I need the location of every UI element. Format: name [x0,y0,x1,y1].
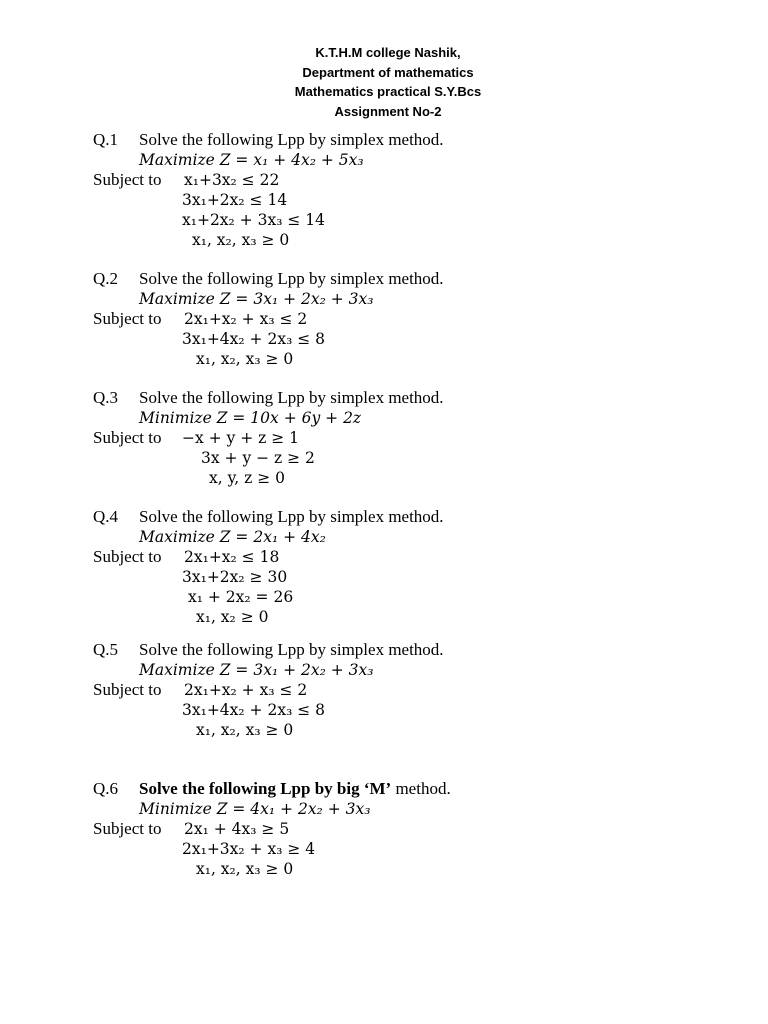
constraint: 2x₁+x₂ + x₃ ≤ 2 [184,310,308,328]
objective-function: Maximize Z = 2x₁ + 4x₂ [139,528,326,546]
question-number: Q.6 [93,779,119,798]
constraint: 2x₁+3x₂ + x₃ ≥ 4 [182,840,316,858]
non-negativity-constraint: x₁, x₂, x₃ ≥ 0 [196,860,294,878]
question-number: Q.5 [93,640,119,659]
constraint: 3x + y − z ≥ 2 [201,449,315,467]
constraint: 3x₁+2x₂ ≤ 14 [182,191,288,209]
question-instruction [139,779,451,799]
subject-to-label: Subject to [93,819,162,838]
question-instruction: Solve the following Lpp by simplex method. [139,507,444,526]
subject-to-label: Subject to [93,170,162,189]
question-number: Q.3 [93,388,119,407]
subject-to-label: Subject to [93,309,162,328]
question-number: Q.4 [93,507,119,526]
document-header [0,43,768,121]
question-number: Q.1 [93,130,119,149]
subject-to-label: Subject to [93,680,162,699]
question-instruction: Solve the following Lpp by simplex method. [139,388,444,407]
objective-function: Minimize Z = 4x₁ + 2x₂ + 3x₃ [139,800,371,818]
non-negativity-constraint: x₁, x₂, x₃ ≥ 0 [196,350,294,368]
question-instruction: Solve the following Lpp by simplex method. [139,640,444,659]
subject-to-label: Subject to [93,428,162,447]
constraint: −x + y + z ≥ 1 [182,429,300,447]
constraint: 2x₁+x₂ + x₃ ≤ 2 [184,681,308,699]
instruction-rest-text: method. [391,779,451,798]
question-instruction: Solve the following Lpp by simplex method. [139,130,444,149]
constraint: x₁+2x₂ + 3x₃ ≤ 14 [182,211,325,229]
subject-to-label: Subject to [93,547,162,566]
objective-function: Minimize Z = 10x + 6y + 2z [139,409,362,427]
college-name: K.T.H.M college Nashik, [315,45,461,60]
non-negativity-constraint: x₁, x₂ ≥ 0 [196,608,269,626]
objective-function: Maximize Z = 3x₁ + 2x₂ + 3x₃ [139,290,374,308]
department-name: Department of mathematics [302,64,474,80]
constraint: x₁ + 2x₂ = 26 [188,588,294,606]
instruction-bold-text: Solve the following Lpp by big ‘M’ [139,779,392,798]
assignment-title: Assignment No-2 [334,103,442,119]
question-number: Q.2 [93,269,119,288]
question-instruction: Solve the following Lpp by simplex method. [139,269,444,288]
constraint: 3x₁+4x₂ + 2x₃ ≤ 8 [182,701,325,719]
constraint: 2x₁ + 4x₃ ≥ 5 [184,820,290,838]
non-negativity-constraint: x, y, z ≥ 0 [209,469,286,487]
constraint: 3x₁+4x₂ + 2x₃ ≤ 8 [182,330,325,348]
non-negativity-constraint: x₁, x₂, x₃ ≥ 0 [192,231,290,249]
objective-function: Maximize Z = x₁ + 4x₂ + 5x₃ [139,151,364,169]
non-negativity-constraint: x₁, x₂, x₃ ≥ 0 [196,721,294,739]
objective-function: Maximize Z = 3x₁ + 2x₂ + 3x₃ [139,661,374,679]
constraint: x₁+3x₂ ≤ 22 [184,171,280,189]
constraint: 2x₁+x₂ ≤ 18 [184,548,280,566]
course-name: Mathematics practical S.Y.Bcs [294,84,482,99]
constraint: 3x₁+2x₂ ≥ 30 [182,568,288,586]
